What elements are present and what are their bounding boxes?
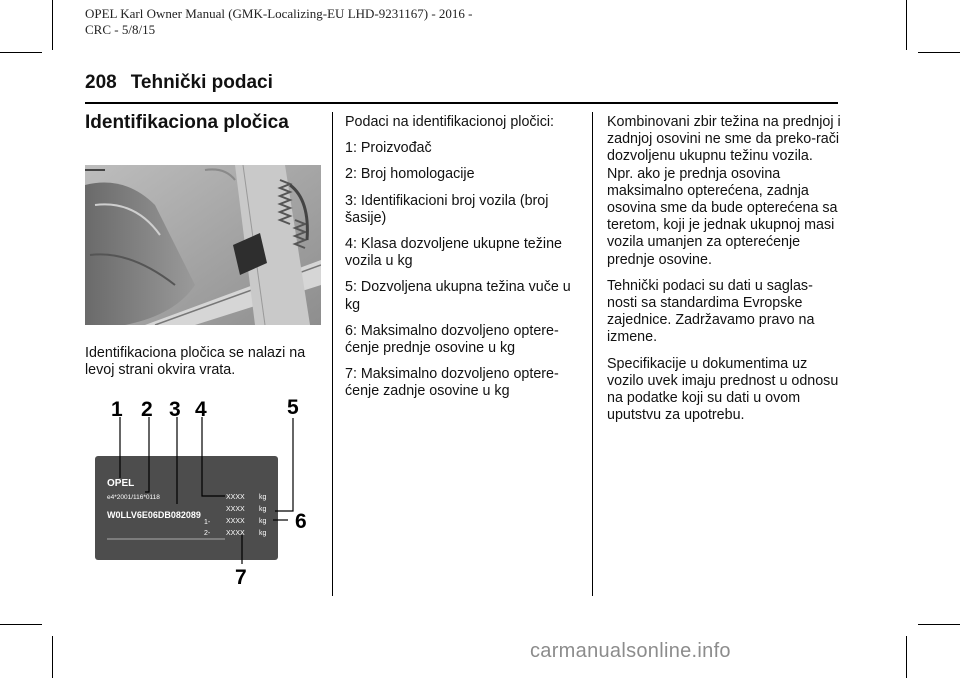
- watermark: carmanualsonline.info: [530, 640, 731, 662]
- callout-4: 4: [195, 398, 207, 421]
- callout-1: 1: [111, 398, 123, 421]
- notes-column: [607, 114, 842, 433]
- plate-weight-2: XXXX: [226, 506, 245, 513]
- plate-background: [95, 456, 278, 560]
- paragraph-specifications: Specifikacije u dokumentima uz vozilo uvek imaju prednost u odnosu na podatke koji su dati u ovom uputstvu za upotrebu.: [607, 355, 839, 424]
- column-divider-2: [592, 112, 593, 596]
- list-item: 5: Dozvoljena ukupna težina vuče u kg: [345, 279, 571, 313]
- callout-5: 5: [287, 396, 299, 419]
- door-frame-photo: [85, 165, 321, 325]
- crop-mark-tr-h: [918, 52, 960, 53]
- column-divider-1: [332, 112, 333, 596]
- callout-2: 2: [141, 398, 153, 421]
- plate-weight-1: XXXX: [226, 494, 245, 501]
- chapter-title: Tehnički podaci: [130, 72, 273, 93]
- list-item: 7: Maksimalno dozvoljeno optere-ćenje zadnje osovine u kg: [345, 366, 559, 400]
- crop-mark-bl-v: [52, 636, 53, 678]
- paragraph-axle-weights: Kombinovani zbir težina na prednjoj i zadnjoj osovini ne sme da preko-rači dozvoljenu ukupnu težinu vozila. Npr. ako je prednja osovina maksimalno opterećena, zadnja osovina sme da bude opterećena sa teretom, koji je jednak ukupnoj masi vozila umanjen za opterećenje prednje osovine.: [607, 114, 841, 268]
- plate-data-intro: Podaci na identifikacionoj pločici:: [345, 114, 555, 130]
- crop-mark-br-h: [918, 624, 960, 625]
- door-frame-illustration: [85, 165, 321, 325]
- plate-data-list: [345, 114, 575, 410]
- plate-unit-2: kg: [259, 506, 267, 513]
- page-heading: [85, 72, 273, 94]
- plate-axle-2: 2-: [204, 530, 211, 537]
- paragraph-standards: Tehnički podaci su dati u saglas-nosti sa standardima Evropske zajednice. Zadržavamo pravo na izmene.: [607, 277, 815, 346]
- header-rule: [85, 102, 838, 104]
- list-item: 6: Maksimalno dozvoljeno optere-ćenje prednje osovine u kg: [345, 322, 559, 357]
- document-header-line2: CRC - 5/8/15: [85, 22, 156, 37]
- photo-caption: Identifikaciona pločica se nalazi na levoj strani okvira vrata.: [85, 345, 306, 379]
- list-item: 2: Broj homologacije: [345, 166, 475, 183]
- identification-plate-figure: [85, 392, 325, 592]
- plate-weight-3: XXXX: [226, 518, 245, 525]
- plate-brand: OPEL: [107, 478, 135, 489]
- plate-unit-3: kg: [259, 518, 267, 525]
- crop-mark-tr-v: [906, 0, 907, 50]
- list-item: 3: Identifikacioni broj vozila (broj šasije): [345, 192, 549, 226]
- plate-axle-1: 1-: [204, 519, 211, 526]
- callout-7: 7: [235, 566, 247, 589]
- list-item: 4: Klasa dozvoljene ukupne težine vozila u kg: [345, 236, 562, 270]
- plate-weight-4: XXXX: [226, 530, 245, 537]
- page-number: 208: [85, 72, 117, 93]
- crop-mark-br-v: [906, 636, 907, 678]
- callout-6: 6: [295, 510, 307, 533]
- plate-homologation: e4*2001/116*0118: [107, 494, 160, 501]
- crop-mark-tl-h: [0, 52, 42, 53]
- callout-3: 3: [169, 398, 181, 421]
- document-header: [85, 6, 605, 38]
- document-header-line1: OPEL Karl Owner Manual (GMK-Localizing-EU LHD-9231167) - 2016 -: [85, 6, 473, 21]
- plate-vin: W0LLV6E06DB082089: [107, 510, 201, 520]
- plate-unit-4: kg: [259, 530, 267, 537]
- list-item: 1: Proizvođač: [345, 140, 432, 157]
- crop-mark-tl-v: [52, 0, 53, 50]
- identification-plate-diagram: [85, 392, 325, 592]
- plate-unit-1: kg: [259, 494, 267, 501]
- crop-mark-bl-h: [0, 624, 42, 625]
- section-title: Identifikaciona pločica: [85, 112, 289, 133]
